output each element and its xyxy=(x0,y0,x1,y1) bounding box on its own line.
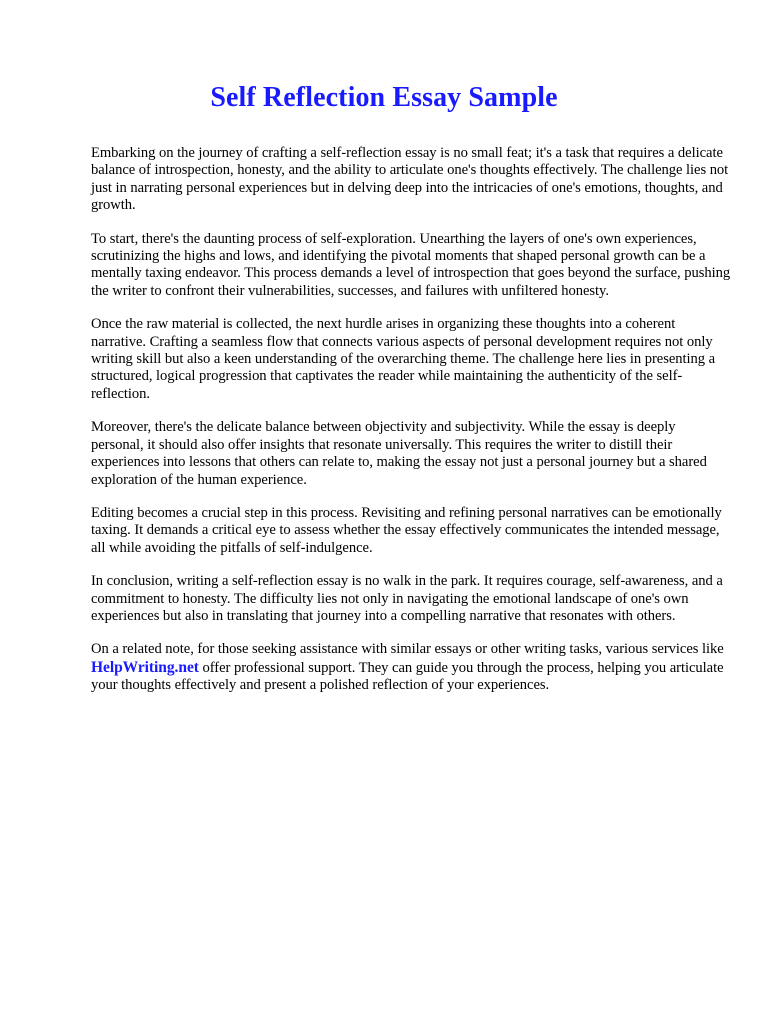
paragraph-organizing: Once the raw material is collected, the next hurdle arises in organizing these thoughts into a coherent narrative. Crafting a seamless flow that connects various aspects of personal development requires not only writing skill but also a keen understanding of the overarching theme. The challenge here lies in presenting a structured, logical progression that captivates the reader while maintaining the authenticity of the self-reflection. xyxy=(91,316,716,402)
paragraph-objectivity: Moreover, there's the delicate balance between objectivity and subjectivity. While the essay is deeply personal, it should also offer insights that resonate universally. This requires the writer to distill their experiences into lessons that others can relate to, making the essay not just a personal journey but a shared exploration of the human experience. xyxy=(91,419,707,488)
document-title: Self Reflection Essay Sample xyxy=(210,82,558,113)
related-note-text-after: offer professional support. They can guide you through the process, helping you articulate your thoughts effectively and present a polished reflection of your experiences. xyxy=(91,659,724,694)
related-note-text-before: On a related note, for those seeking assistance with similar essays or other writing tasks, various services like xyxy=(91,641,724,658)
paragraph-self-exploration: To start, there's the daunting process of self-exploration. Unearthing the layers of one's own experiences, scrutinizing the highs and lows, and identifying the pivotal moments that shaped personal growth can be a mentally taxing endeavor. This process demands a level of introspection that goes beyond the surface, pushing the writer to confront their vulnerabilities, successes, and failures with unfiltered honesty. xyxy=(91,230,731,299)
paragraph-editing: Editing becomes a crucial step in this process. Revisiting and refining personal narratives can be emotionally taxing. It demands a critical eye to assess whether the essay effectively communicates the intended message, all while avoiding the pitfalls of self-indulgence. xyxy=(91,504,722,556)
helpwriting-link[interactable]: HelpWriting.net xyxy=(91,658,199,676)
document-body xyxy=(91,145,731,711)
paragraph-related-note xyxy=(91,641,731,694)
paragraph-intro: Embarking on the journey of crafting a self-reflection essay is no small feat; it's a task that requires a delicate balance of introspection, honesty, and the ability to articulate one's thoughts effectively. The challenge lies not just in narrating personal experiences but in delving deep into the intricacies of one's emotions, thoughts, and growth. xyxy=(91,145,729,214)
paragraph-conclusion: In conclusion, writing a self-reflection essay is no walk in the park. It requires courage, self-awareness, and a commitment to honesty. The difficulty lies not only in navigating the emotional landscape of one's own experiences but also in translating that journey into a compelling narrative that resonates with others. xyxy=(91,573,723,624)
